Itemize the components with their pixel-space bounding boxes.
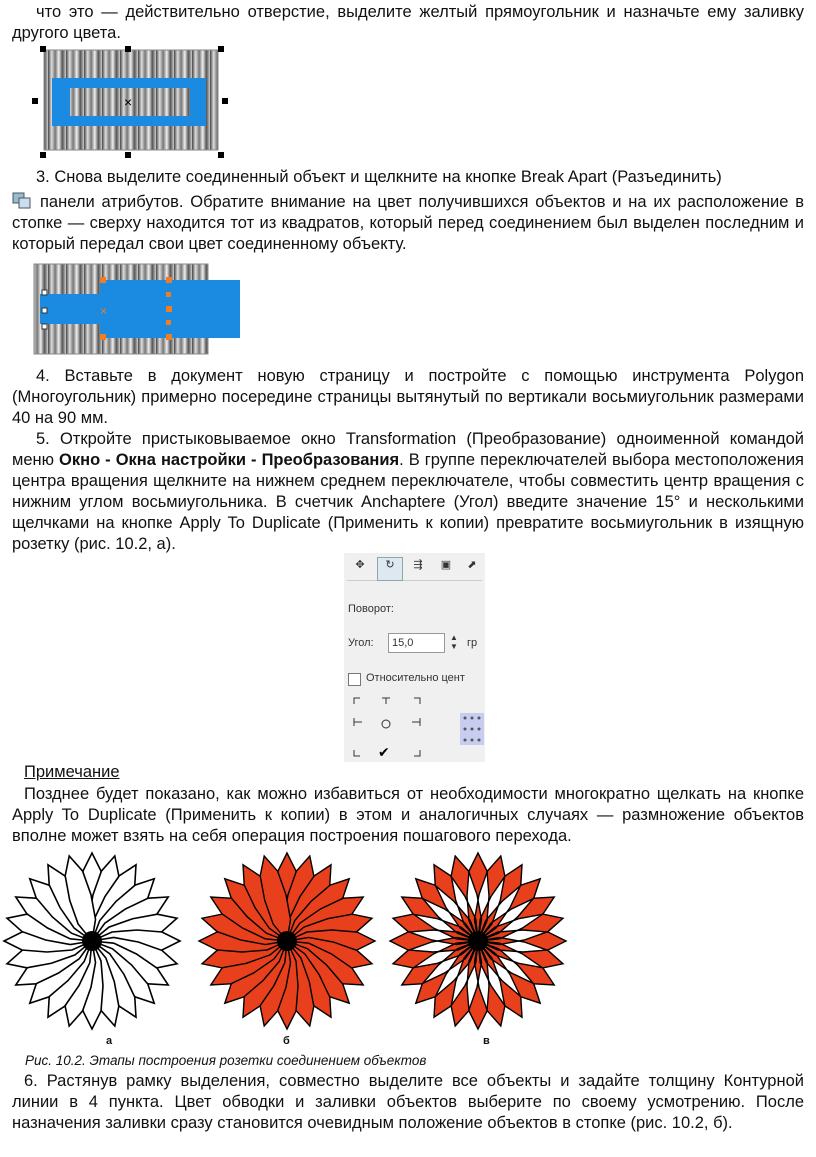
figure-caption: Рис. 10.2. Этапы построения розетки соединением объектов <box>25 1053 427 1068</box>
step5-text-a: 5. Откройте пристыковываемое окно Transformation (Преобразование) одноименной командой меню <box>12 430 804 469</box>
rosette-center <box>468 931 488 951</box>
skew-tab-icon[interactable]: ⬈ <box>467 559 477 571</box>
rosette-label-c: в <box>483 1035 490 1047</box>
svg-text:✔: ✔ <box>378 745 390 758</box>
rosette-label-b: б <box>283 1035 290 1047</box>
step6-paragraph: 6. Растянув рамку выделения, совместно выделите все объекты и задайте толщину Контурной линии в 4 пункта. Цвет обводки и заливки объектов выберите по своему усмотрению. После назначения заливки сразу становится очевидным положение объектов в стопке (рис. 10.2, б). <box>12 1072 804 1132</box>
relative-center-checkbox[interactable] <box>348 673 361 686</box>
rosette-center <box>277 931 297 951</box>
break-apart-icon <box>12 192 34 210</box>
intro-paragraph: что это — действительно отверстие, выделите желтый прямоугольник и назначьте ему заливку другого цвета. <box>12 3 804 42</box>
panel-toolbar <box>347 556 482 581</box>
rosette-b <box>199 853 375 1029</box>
step5-paragraph <box>12 429 804 555</box>
break-apart-figure <box>30 262 245 357</box>
preview-grid-icon <box>460 713 484 745</box>
rosette-c <box>390 853 566 1029</box>
menu-path: Окно - Окна настройки - Преобразования <box>59 451 400 469</box>
step4-paragraph: 4. Вставьте в документ новую страницу и постройте с помощью инструмента Polygon (Многоугольник) примерно посередине страницы вытянутый по вертикали восьмиугольник размерами 40 на 90 мм. <box>12 367 804 427</box>
angle-unit: гр <box>467 637 478 649</box>
angle-input[interactable]: 15,0 <box>388 633 445 653</box>
relative-center-label: Относительно цент <box>366 672 465 684</box>
combined-object-figure <box>30 40 240 165</box>
note-paragraph: Позднее будет показано, как можно избавиться от необходимости многократно щелкать на кнопке Apply To Duplicate (Применить к копии) в этом и аналогичных случаях — размножение объектов вполне может взять на себя операция построения пошагового перехода. <box>12 785 804 845</box>
angle-label: Угол: <box>348 637 374 649</box>
position-tab-icon[interactable]: ✥ <box>355 559 365 571</box>
rotation-section-title: Поворот: <box>348 603 394 615</box>
step3-text: панели атрибутов. Обратите внимание на цвет получившихся объектов и на их расположение в стопке — сверху находится тот из квадратов, который перед соединением был выделен последним и который передал свои цвет соединенному объекту. <box>12 193 804 253</box>
transformation-panel <box>344 553 485 762</box>
anchor-point-grid[interactable] <box>352 696 428 758</box>
step3-paragraph <box>12 192 804 255</box>
angle-stepper[interactable]: ▲ ▼ <box>450 633 458 651</box>
size-tab-icon[interactable]: ▣ <box>440 559 452 571</box>
rosette-a <box>4 853 180 1029</box>
svg-text:×: × <box>124 94 133 110</box>
step5-text-b: . В группе переключателей выбора местоположения центра вращения щелкните на нижнем среднем переключателе, чтобы совместить центр вращения с нижним углом восьмиугольника. В счетчик Anchaptere (Угол) введите значение 15° и несколькими щелчками на кнопке Apply To Duplicate (Применить к копии) превратите восьмиугольник в изящную розетку (рис. 10.2, а). <box>12 451 804 553</box>
step3-line: 3. Снова выделите соединенный объект и щелкните на кнопке Break Apart (Разъединить) <box>36 168 722 186</box>
note-title: Примечание <box>24 763 120 781</box>
rosette-label-a: а <box>106 1035 113 1047</box>
scale-tab-icon[interactable]: ⇶ <box>413 559 423 571</box>
rosette-center <box>82 931 102 951</box>
rotate-tab-icon[interactable]: ↻ <box>377 557 403 581</box>
svg-text:×: × <box>100 304 108 318</box>
rosette-figure <box>0 845 816 1045</box>
